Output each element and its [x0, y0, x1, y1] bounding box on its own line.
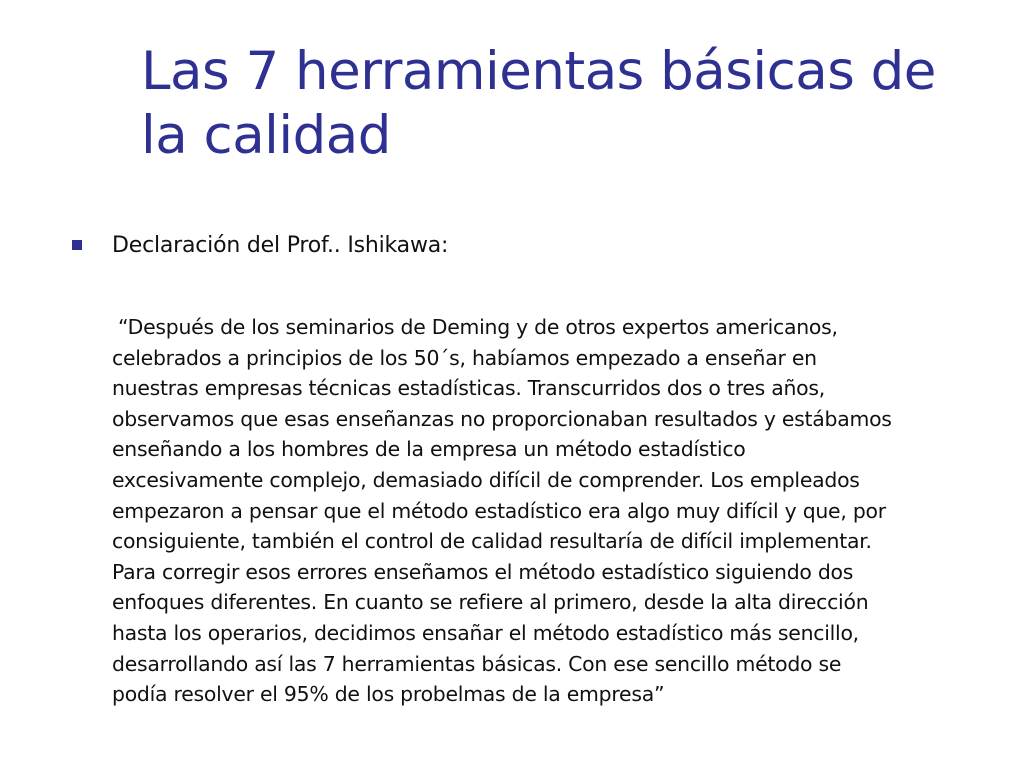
- quote-line: podía resolver el 95% de los probelmas de la empresa”: [112, 682, 665, 707]
- quote-line: enfoques diferentes. En cuanto se refiere al primero, desde la alta dirección: [112, 590, 869, 615]
- slide-title-line-2: la calidad: [141, 105, 391, 166]
- square-bullet-icon: [72, 240, 82, 250]
- quote-line: empezaron a pensar que el método estadístico era algo muy difícil y que, por: [112, 498, 886, 523]
- quote-line: enseñando a los hombres de la empresa un método estadístico: [112, 437, 746, 462]
- quote-line: celebrados a principios de los 50´s, habíamos empezado a enseñar en: [112, 345, 817, 370]
- quote-line: Para corregir esos errores enseñamos el método estadístico siguiendo dos: [112, 559, 854, 584]
- quote-line: observamos que esas enseñanzas no proporcionaban resultados y estábamos: [112, 406, 892, 431]
- bullet-text: Declaración del Prof.. Ishikawa:: [112, 233, 449, 258]
- quote-line: excesivamente complejo, demasiado difícil de comprender. Los empleados: [112, 467, 860, 492]
- quote-line: hasta los operarios, decidimos ensañar el método estadístico más sencillo,: [112, 620, 859, 645]
- bullet-item: [72, 230, 972, 264]
- ishikawa-quote: [112, 312, 1007, 710]
- quote-line: consiguiente, también el control de calidad resultaría de difícil implementar.: [112, 529, 872, 554]
- quote-line: desarrollando así las 7 herramientas básicas. Con ese sencillo método se: [112, 651, 842, 676]
- quote-line: “Después de los seminarios de Deming y de otros expertos americanos,: [118, 315, 838, 339]
- quote-line: nuestras empresas técnicas estadísticas. Transcurridos dos o tres años,: [112, 376, 825, 401]
- slide-title-line-1: Las 7 herramientas básicas de: [141, 41, 936, 102]
- slide-title: [141, 40, 1001, 168]
